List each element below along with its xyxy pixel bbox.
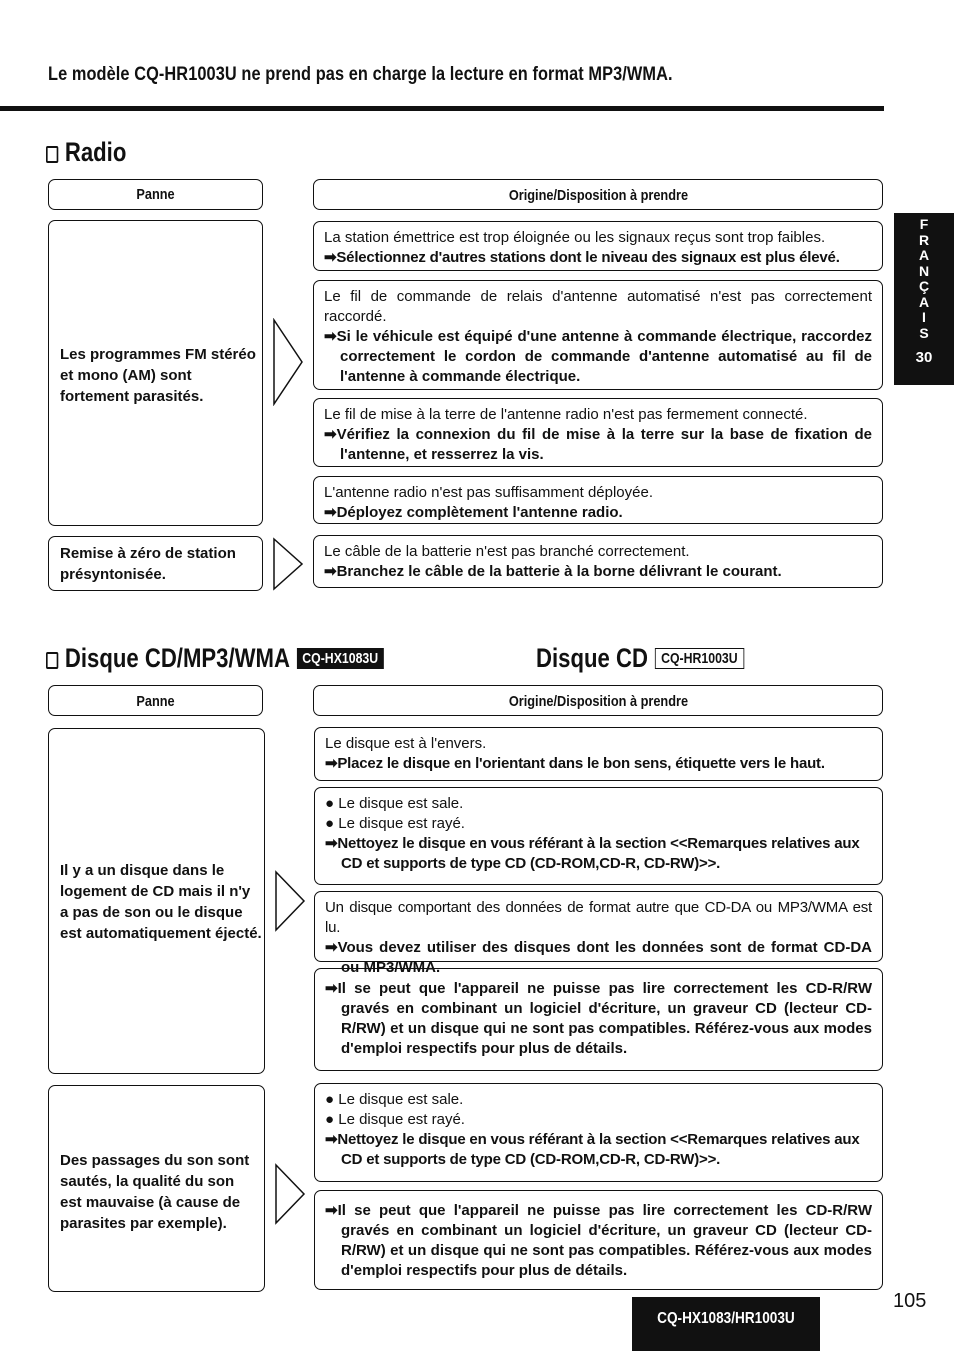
radio-panne-box-1 [48, 220, 263, 526]
panne-line: et mono (AM) sont [60, 367, 192, 384]
language-side-tab [894, 213, 954, 385]
checkbox-square-icon [46, 146, 58, 163]
tab-letter: A [918, 247, 930, 263]
cause-text: L'antenne radio n'est pas suffisamment déployée. [324, 484, 653, 501]
radio-cause-box-5 [313, 535, 883, 588]
disc-cd-title-text: Disque CD [536, 643, 648, 673]
disc-cause-box-6 [314, 1190, 883, 1290]
panne-line: Des passages du son sont [60, 1152, 250, 1169]
footer-model-text: CQ-HX1083/HR1003U [657, 1310, 795, 1327]
radio-panne-header [48, 179, 263, 210]
header-rule [0, 106, 884, 111]
disc-cause-box-3 [314, 891, 883, 976]
disc-panne-box-1 [48, 728, 265, 1074]
radio-cause-box-3 [313, 398, 883, 467]
tab-letter: A [918, 293, 930, 310]
radio-cause-box-4 [313, 476, 883, 524]
cause-bullet: ● Le disque est sale. [325, 795, 464, 812]
radio-cause-box-2 [313, 280, 883, 390]
panne-line: a pas de son ou le disque [60, 904, 243, 921]
disc-title-text: Disque CD/MP3/WMA [64, 643, 290, 673]
cause-bullet: ● Le disque est rayé. [325, 815, 465, 832]
disc-cause-box-5 [314, 1083, 883, 1182]
cause-text: Le disque est à l'envers. [325, 735, 487, 752]
panne-text [60, 543, 236, 585]
panne-line: sautés, la qualité du son [60, 1173, 235, 1190]
radio-origine-header [313, 179, 883, 210]
disc-panne-header [48, 685, 263, 716]
cause-text: Le câble de la batterie n'est pas branché correctement. [324, 543, 690, 560]
panne-text [60, 860, 262, 944]
panne-line: présyntonisée. [60, 566, 166, 583]
footer-model-label [632, 1297, 820, 1351]
radio-title-text: Radio [64, 137, 127, 167]
model-badge: CQ-HR1003U [655, 648, 745, 669]
disc-panne-box-2 [48, 1085, 265, 1292]
panne-line: logement de CD mais il n'y [60, 883, 251, 900]
panne-text [60, 344, 256, 407]
remedy-text: ➡Il se peut que l'appareil ne puisse pas lire correctement les CD-R/RW gravés en combinant un logiciel d'écriture, un graveur CD (lecteur CD-R/RW) et un disque qui ne sont pas compatibles. Référez-vous aux modes d'emploi respectifs pour plus de détails. [325, 1202, 872, 1279]
remedy-text: ➡Nettoyez le disque en vous référant à la section <<Remarques relatives aux CD et supports de type CD (CD-ROM,CD-R, CD-RW)>>. [325, 835, 860, 872]
remedy-text: ➡Vous devez utiliser des disques dont les données sont de format CD-DA ou MP3/WMA. [325, 939, 872, 976]
origine-header-label: Origine/Disposition à prendre [508, 187, 688, 204]
cause-text: Un disque comportant des données de format autre que CD-DA ou MP3/WMA est lu. [325, 899, 872, 936]
radio-panne-box-2 [48, 536, 263, 591]
radio-section-title [46, 137, 126, 168]
tab-letter: R [918, 231, 930, 248]
panne-line: parasites par exemple). [60, 1215, 227, 1232]
panne-line: est mauvaise (à cause de [60, 1194, 241, 1211]
remedy-text: ➡Il se peut que l'appareil ne puisse pas lire correctement les CD-R/RW gravés en combinant un logiciel d'écriture, un graveur CD (lecteur CD-R/RW) et un disque qui ne sont pas compatibles. Référez-vous aux modes d'emploi respectifs pour plus de détails. [325, 980, 872, 1057]
tab-letter: F [919, 216, 929, 232]
pointer-arrow-icon [274, 1163, 306, 1225]
panne-header-label: Panne [136, 186, 175, 203]
panne-text [60, 1150, 249, 1234]
origine-header-label: Origine/Disposition à prendre [508, 693, 688, 710]
tab-letter: N [918, 262, 930, 279]
pointer-arrow-icon [272, 537, 304, 591]
panne-line: Les programmes FM stéréo [60, 346, 256, 363]
remedy-text: ➡Vérifiez la connexion du fil de mise à la terre sur la base de fixation de l'antenne, et resserrez la vis. [324, 426, 872, 463]
remedy-text: ➡Sélectionnez d'autres stations dont le niveau des signaux est plus élevé. [324, 249, 840, 266]
remedy-text: ➡Déployez complètement l'antenne radio. [324, 504, 623, 521]
pointer-arrow-icon [272, 318, 304, 406]
cause-bullet: ● Le disque est rayé. [325, 1111, 465, 1128]
remedy-text: ➡Nettoyez le disque en vous référant à la section <<Remarques relatives aux CD et supports de type CD (CD-ROM,CD-R, CD-RW)>>. [325, 1131, 860, 1168]
remedy-text: ➡Branchez le câble de la batterie à la borne délivrant le courant. [324, 563, 782, 580]
disc-cause-box-1 [314, 727, 883, 781]
pointer-arrow-icon [274, 870, 306, 932]
cause-text: La station émettrice est trop éloignée ou les signaux reçus sont trop faibles. [324, 229, 826, 246]
panne-line: Remise à zéro de station [60, 545, 236, 562]
disc-cause-box-2 [314, 787, 883, 885]
cause-text: Le fil de commande de relais d'antenne automatisé n'est pas correctement raccordé. [324, 288, 872, 325]
radio-cause-box-1 [313, 221, 883, 271]
page-number: 105 [893, 1290, 927, 1312]
cause-bullet: ● Le disque est sale. [325, 1091, 464, 1108]
disc-origine-header [313, 685, 883, 716]
checkbox-square-icon [46, 652, 58, 669]
panne-line: Il y a un disque dans le [60, 862, 225, 879]
tab-page-number: 30 [915, 349, 933, 366]
model-note: Le modèle CQ-HR1003U ne prend pas en charge la lecture en format MP3/WMA. [48, 64, 673, 85]
tab-letter: S [919, 324, 929, 341]
remedy-text: ➡Placez le disque en l'orientant dans le bon sens, étiquette vers le haut. [325, 755, 825, 772]
disc-cause-box-4 [314, 968, 883, 1071]
panne-line: est automatiquement éjecté. [60, 925, 262, 942]
remedy-text: ➡Si le véhicule est équipé d'une antenne à commande électrique, raccordez correctement le cordon de commande d'antenne automatisé au fil de l'antenne à commande électrique. [324, 328, 872, 385]
tab-letter: Ç [918, 278, 930, 294]
panne-header-label: Panne [136, 693, 175, 710]
tab-letter: I [922, 309, 926, 325]
panne-line: fortement parasités. [60, 388, 204, 405]
disc-cd-title [536, 643, 744, 674]
model-badge: CQ-HX1083U [297, 648, 384, 669]
cause-text: Le fil de mise à la terre de l'antenne radio n'est pas fermement connecté. [324, 406, 808, 423]
disc-section-title [46, 643, 384, 674]
